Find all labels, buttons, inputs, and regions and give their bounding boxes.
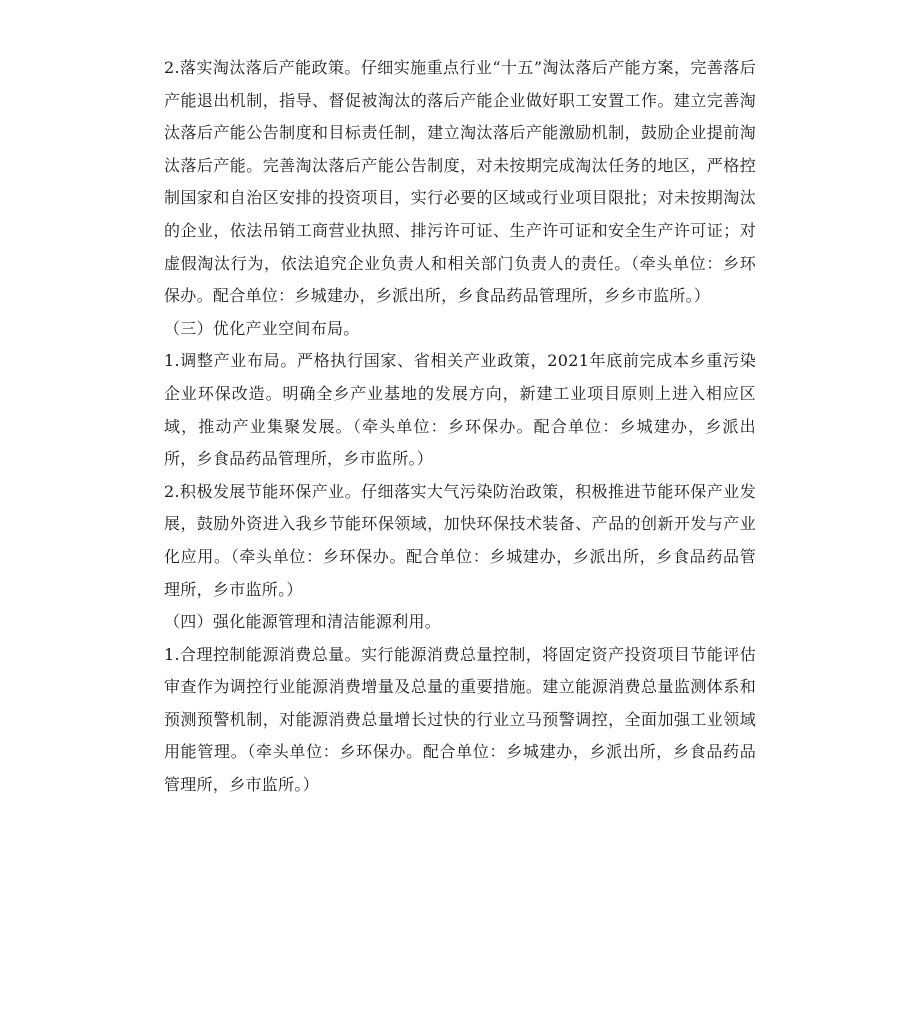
document-body <box>164 52 756 802</box>
heading-optimize-industry-layout: （三）优化产业空间布局。 <box>164 318 360 338</box>
paragraph-control-energy-consumption: 1.合理控制能源消费总量。实行能源消费总量控制，将固定资产投资项目节能评估审查作为调控行业能源消费增量及总量的重要措施。建立能源消费总量监测体系和预测预警机制，对能源消费总量增长过快的行业立马预警调控，全面加强工业领域用能管理。（牵头单位：乡环保办。配合单位：乡城建办，乡派出所，乡食品药品管理所，乡市监所。） <box>164 644 756 795</box>
paragraph-energy-saving-industry: 2.积极发展节能环保产业。仔细落实大气污染防治政策，积极推进节能环保产业发展，鼓励外资进入我乡节能环保领域，加快环保技术装备、产品的创新开发与产业化应用。（牵头单位：乡环保办。配合单位：乡城建办，乡派出所，乡食品药品管理所，乡市监所。） <box>164 481 756 599</box>
paragraph-adjust-industry-layout: 1.调整产业布局。严格执行国家、省相关产业政策，2021年底前完成本乡重污染企业环保改造。明确全乡产业基地的发展方向，新建工业项目原则上进入相应区域，推动产业集聚发展。（牵头单位：乡环保办。配合单位：乡城建办，乡派出所，乡食品药品管理所，乡市监所。） <box>164 351 756 469</box>
paragraph-eliminate-backward-capacity: 2.落实淘汰落后产能政策。仔细实施重点行业“十五”淘汰落后产能方案，完善落后产能退出机制，指导、督促被淘汰的落后产能企业做好职工安置工作。建立完善淘汰落后产能公告制度和目标责任制，建立淘汰落后产能激励机制，鼓励企业提前淘汰落后产能。完善淘汰落后产能公告制度，对未按期完成淘汰任务的地区，严格控制国家和自治区安排的投资项目，实行必要的区域或行业项目限批；对未按期淘汰的企业，依法吊销工商营业执照、排污许可证、生产许可证和安全生产许可证；对虚假淘汰行为，依法追究企业负责人和相关部门负责人的责任。（牵头单位：乡环保办。配合单位：乡城建办，乡派出所，乡食品药品管理所，乡乡市监所。） <box>164 58 756 306</box>
heading-energy-management: （四）强化能源管理和清洁能源利用。 <box>164 612 442 632</box>
